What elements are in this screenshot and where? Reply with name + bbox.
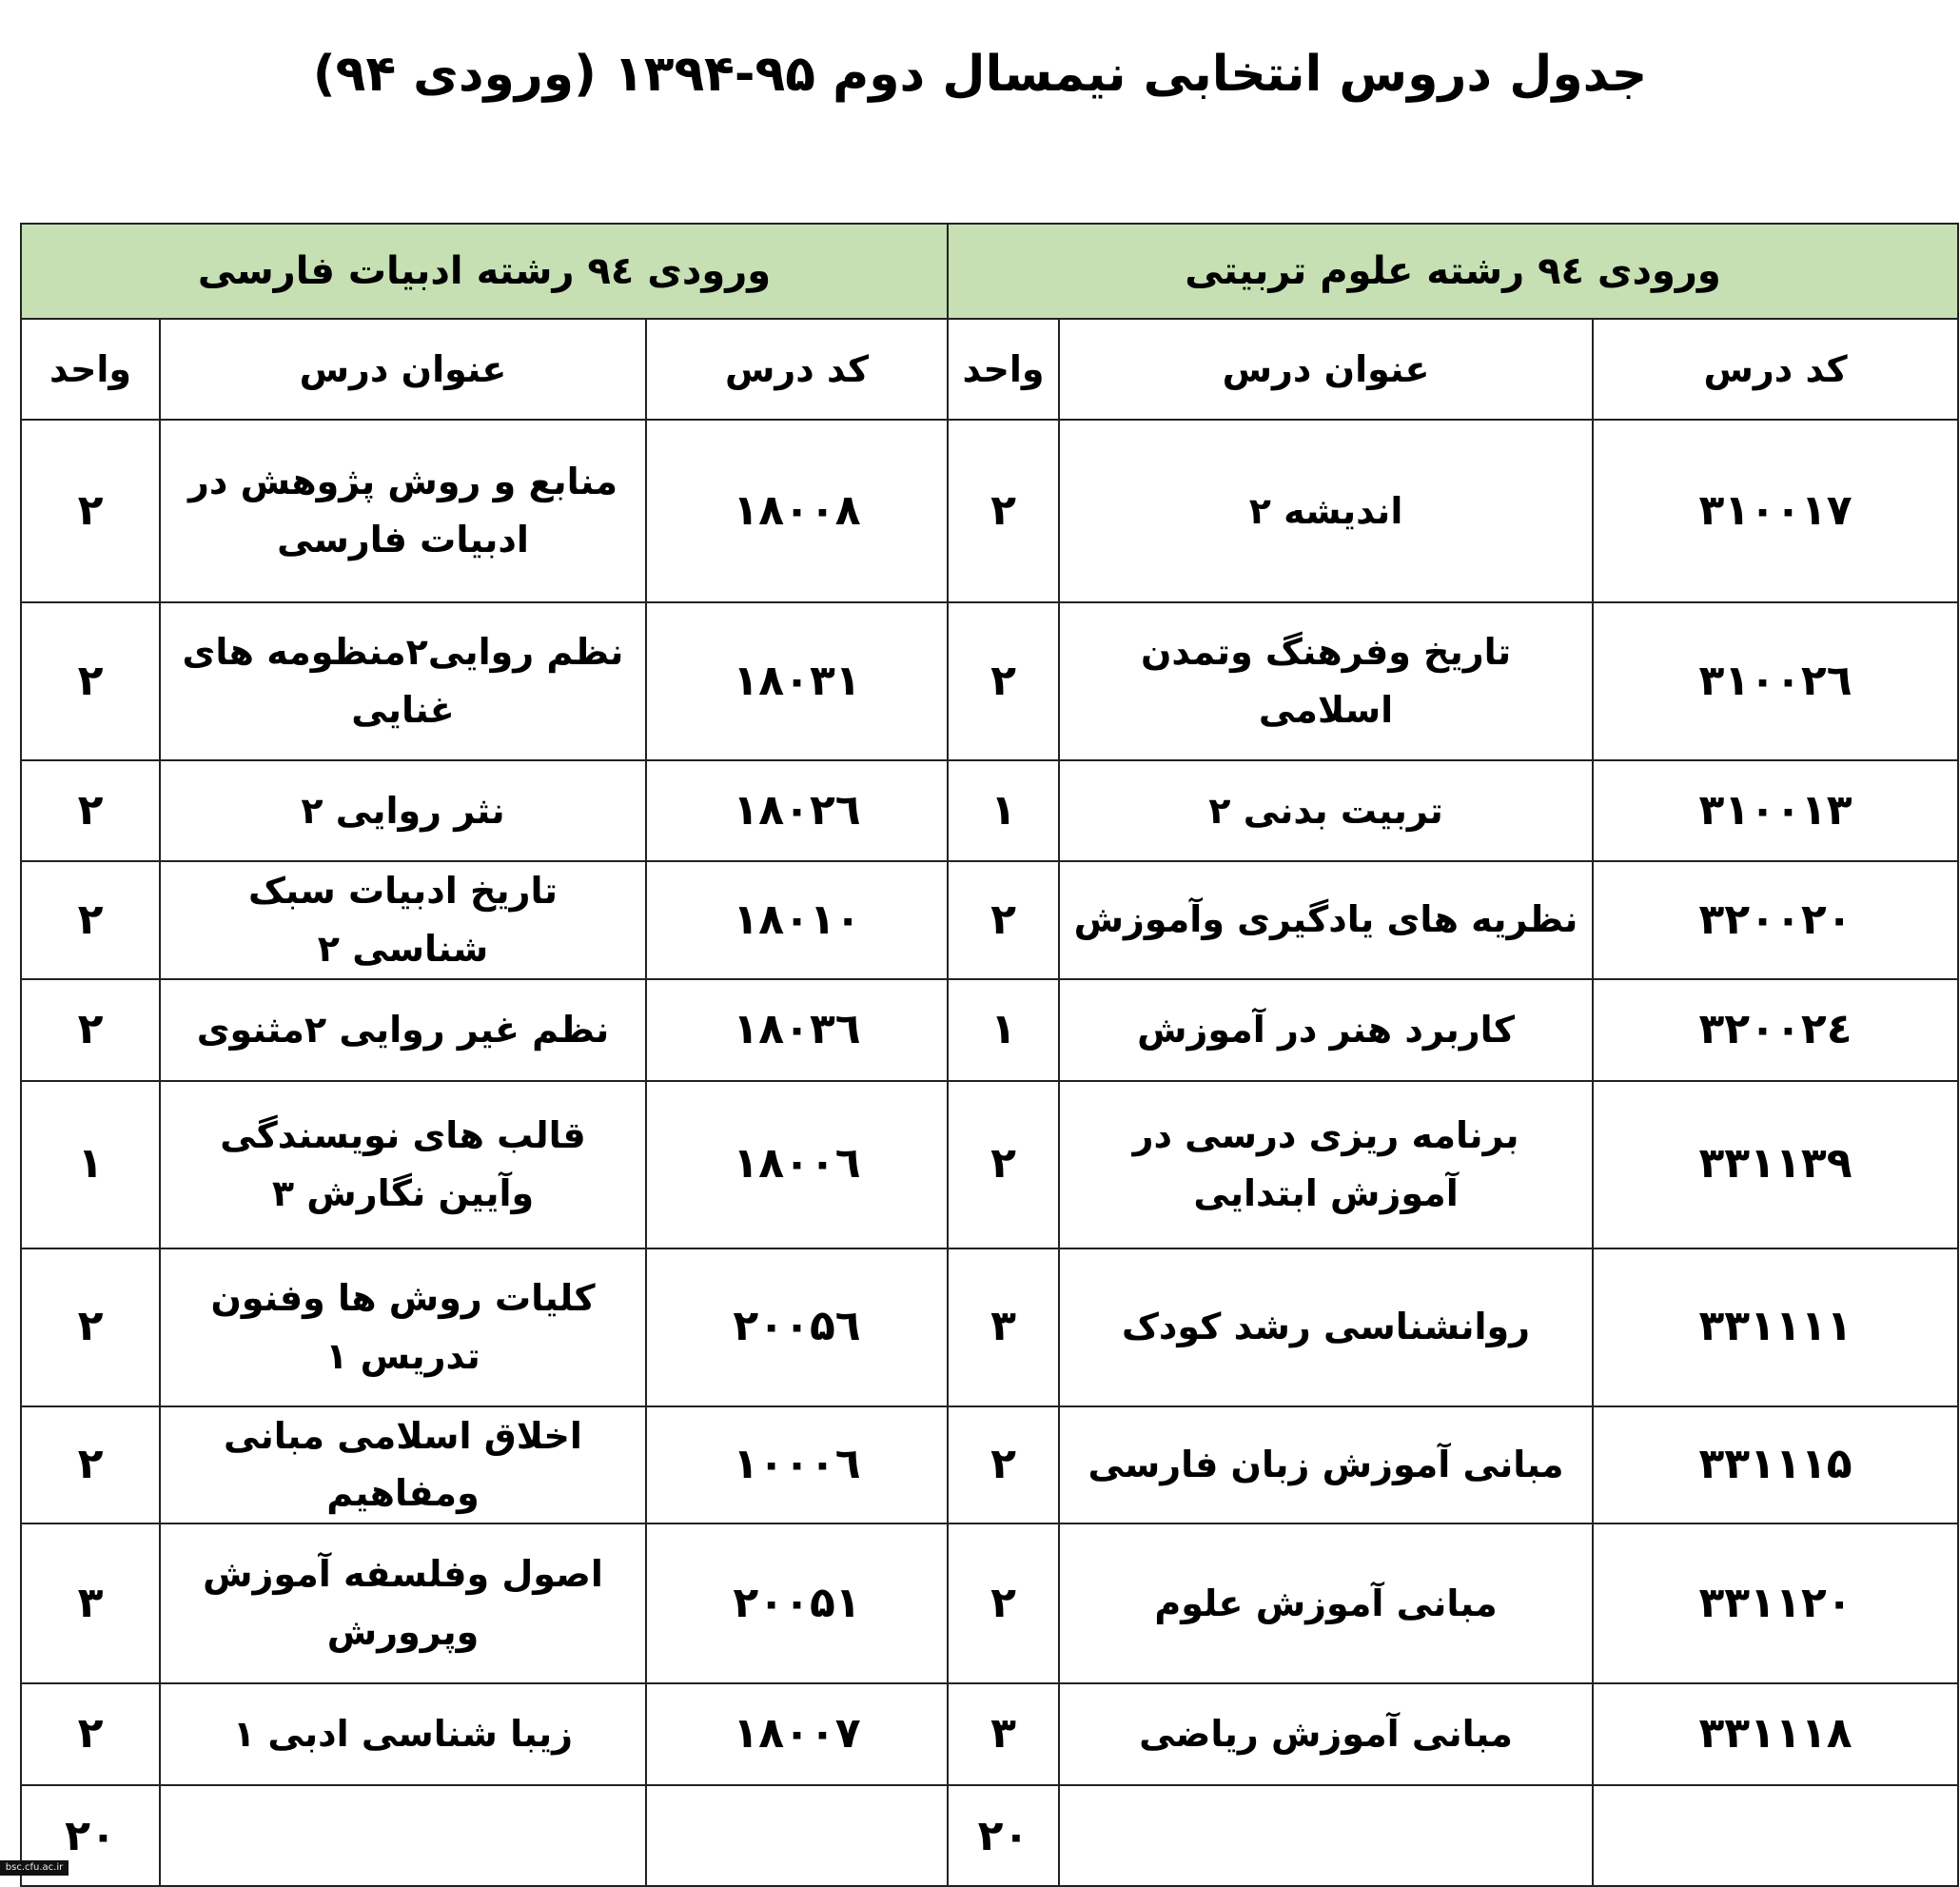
literature-course-units: ۲ — [21, 1683, 160, 1785]
group-heading-row — [21, 224, 1958, 319]
course-row — [21, 979, 1958, 1081]
literature-course-code: ۱۸۰۰۷ — [646, 1683, 948, 1785]
education-course-title: اندیشه ۲ — [1059, 420, 1593, 602]
education-course-code: ۳۱۰۰۱۳ — [1593, 760, 1958, 861]
education-course-units: ۲ — [948, 602, 1059, 760]
literature-course-code: ۲۰۰۵۱ — [646, 1523, 948, 1683]
course-row — [21, 861, 1958, 979]
education-course-code: ۳۳۱۱۲۰ — [1593, 1523, 1958, 1683]
literature-course-title: نظم غیر روایی ۲مثنوی — [160, 979, 646, 1081]
literature-course-code: ۱۸۰۱۰ — [646, 861, 948, 979]
course-row — [21, 760, 1958, 861]
literature-course-code: ۱۸۰۳۱ — [646, 602, 948, 760]
literature-code-header: کد درس — [646, 319, 948, 420]
literature-course-title: منابع و روش پژوهش در ادبیات فارسی — [160, 420, 646, 602]
education-course-title: مبانی آموزش ریاضی — [1059, 1683, 1593, 1785]
literature-course-code: ۱۰۰۰٦ — [646, 1406, 948, 1524]
literature-course-units: ۲ — [21, 861, 160, 979]
literature-course-title: کلیات روش ها وفنون تدریس ۱ — [160, 1248, 646, 1406]
literature-course-title: زیبا شناسی ادبی ۱ — [160, 1683, 646, 1785]
literature-course-code: ۱۸۰۰٦ — [646, 1081, 948, 1248]
education-course-units: ۲ — [948, 861, 1059, 979]
literature-course-title: اخلاق اسلامی مبانی ومفاهیم — [160, 1406, 646, 1524]
site-watermark: bsc.cfu.ac.ir — [0, 1860, 69, 1876]
education-course-code: ۳۳۱۱۱۸ — [1593, 1683, 1958, 1785]
course-row — [21, 1248, 1958, 1406]
empty-cell — [160, 1785, 646, 1886]
education-course-units: ۱ — [948, 979, 1059, 1081]
education-course-units: ۳ — [948, 1683, 1059, 1785]
education-name-header: عنوان درس — [1059, 319, 1593, 420]
empty-cell — [646, 1785, 948, 1886]
literature-course-title: نثر روایی ۲ — [160, 760, 646, 861]
education-course-title: مبانی آموزش زبان فارسی — [1059, 1406, 1593, 1524]
education-course-title: تاریخ وفرهنگ وتمدن اسلامی — [1059, 602, 1593, 760]
course-row — [21, 1523, 1958, 1683]
literature-course-title: نظم روایی۲منظومه های غنایی — [160, 602, 646, 760]
literature-course-units: ۲ — [21, 1248, 160, 1406]
education-course-units: ۳ — [948, 1248, 1059, 1406]
education-course-code: ۳۱۰۰۲٦ — [1593, 602, 1958, 760]
course-table — [20, 223, 1959, 1887]
education-course-code: ۳۳۱۱۳۹ — [1593, 1081, 1958, 1248]
literature-course-units: ۲ — [21, 979, 160, 1081]
education-course-units: ۲ — [948, 1523, 1059, 1683]
education-course-code: ۳۱۰۰۱۷ — [1593, 420, 1958, 602]
literature-course-code: ۲۰۰۵٦ — [646, 1248, 948, 1406]
education-course-title: روانشناسی رشد کودک — [1059, 1248, 1593, 1406]
literature-course-units: ۲ — [21, 760, 160, 861]
course-row — [21, 1406, 1958, 1524]
education-course-units: ۲ — [948, 1081, 1059, 1248]
literature-course-code: ۱۸۰۳٦ — [646, 979, 948, 1081]
empty-cell — [1059, 1785, 1593, 1886]
literature-course-units: ۳ — [21, 1523, 160, 1683]
literature-course-units: ۲ — [21, 602, 160, 760]
education-course-units: ۲ — [948, 1406, 1059, 1524]
education-course-title: نظریه های یادگیری وآموزش — [1059, 861, 1593, 979]
course-row — [21, 602, 1958, 760]
education-course-code: ۳۳۱۱۱۵ — [1593, 1406, 1958, 1524]
literature-course-units: ۱ — [21, 1081, 160, 1248]
education-course-title: تربیت بدنی ۲ — [1059, 760, 1593, 861]
education-course-title: کاربرد هنر در آموزش — [1059, 979, 1593, 1081]
literature-total-units: ۲۰ — [21, 1785, 160, 1886]
page-title: جدول دروس انتخابی نیمسال دوم ۹۵-۱۳۹۴ (ورودی ۹۴) — [312, 46, 1648, 103]
education-course-title: مبانی آموزش علوم — [1059, 1523, 1593, 1683]
course-row — [21, 1081, 1958, 1248]
education-course-title: برنامه ریزی درسی در آموزش ابتدایی — [1059, 1081, 1593, 1248]
education-total-units: ۲۰ — [948, 1785, 1059, 1886]
total-row — [21, 1785, 1958, 1886]
education-course-code: ۳۲۰۰۲٤ — [1593, 979, 1958, 1081]
literature-course-title: اصول وفلسفه آموزش وپرورش — [160, 1523, 646, 1683]
literature-course-title: قالب های نویسندگی وآیین نگارش ۳ — [160, 1081, 646, 1248]
education-course-code: ۳۳۱۱۱۱ — [1593, 1248, 1958, 1406]
education-course-units: ۲ — [948, 420, 1059, 602]
literature-course-title: تاریخ ادبیات سبک شناسی ۲ — [160, 861, 646, 979]
education-group-heading: ورودی ۹٤ رشته علوم تربیتی — [948, 224, 1958, 319]
literature-unit-header: واحد — [21, 319, 160, 420]
course-row — [21, 1683, 1958, 1785]
literature-course-units: ۲ — [21, 420, 160, 602]
education-code-header: کد درس — [1593, 319, 1958, 420]
literature-course-code: ۱۸۰۲٦ — [646, 760, 948, 861]
course-row — [21, 420, 1958, 602]
course-table-body — [21, 224, 1958, 1886]
literature-group-heading: ورودی ۹٤ رشته ادبیات فارسی — [21, 224, 948, 319]
education-course-units: ۱ — [948, 760, 1059, 861]
education-course-code: ۳۲۰۰۲۰ — [1593, 861, 1958, 979]
column-header-row — [21, 319, 1958, 420]
literature-name-header: عنوان درس — [160, 319, 646, 420]
literature-course-code: ۱۸۰۰۸ — [646, 420, 948, 602]
education-unit-header: واحد — [948, 319, 1059, 420]
literature-course-units: ۲ — [21, 1406, 160, 1524]
empty-cell — [1593, 1785, 1958, 1886]
